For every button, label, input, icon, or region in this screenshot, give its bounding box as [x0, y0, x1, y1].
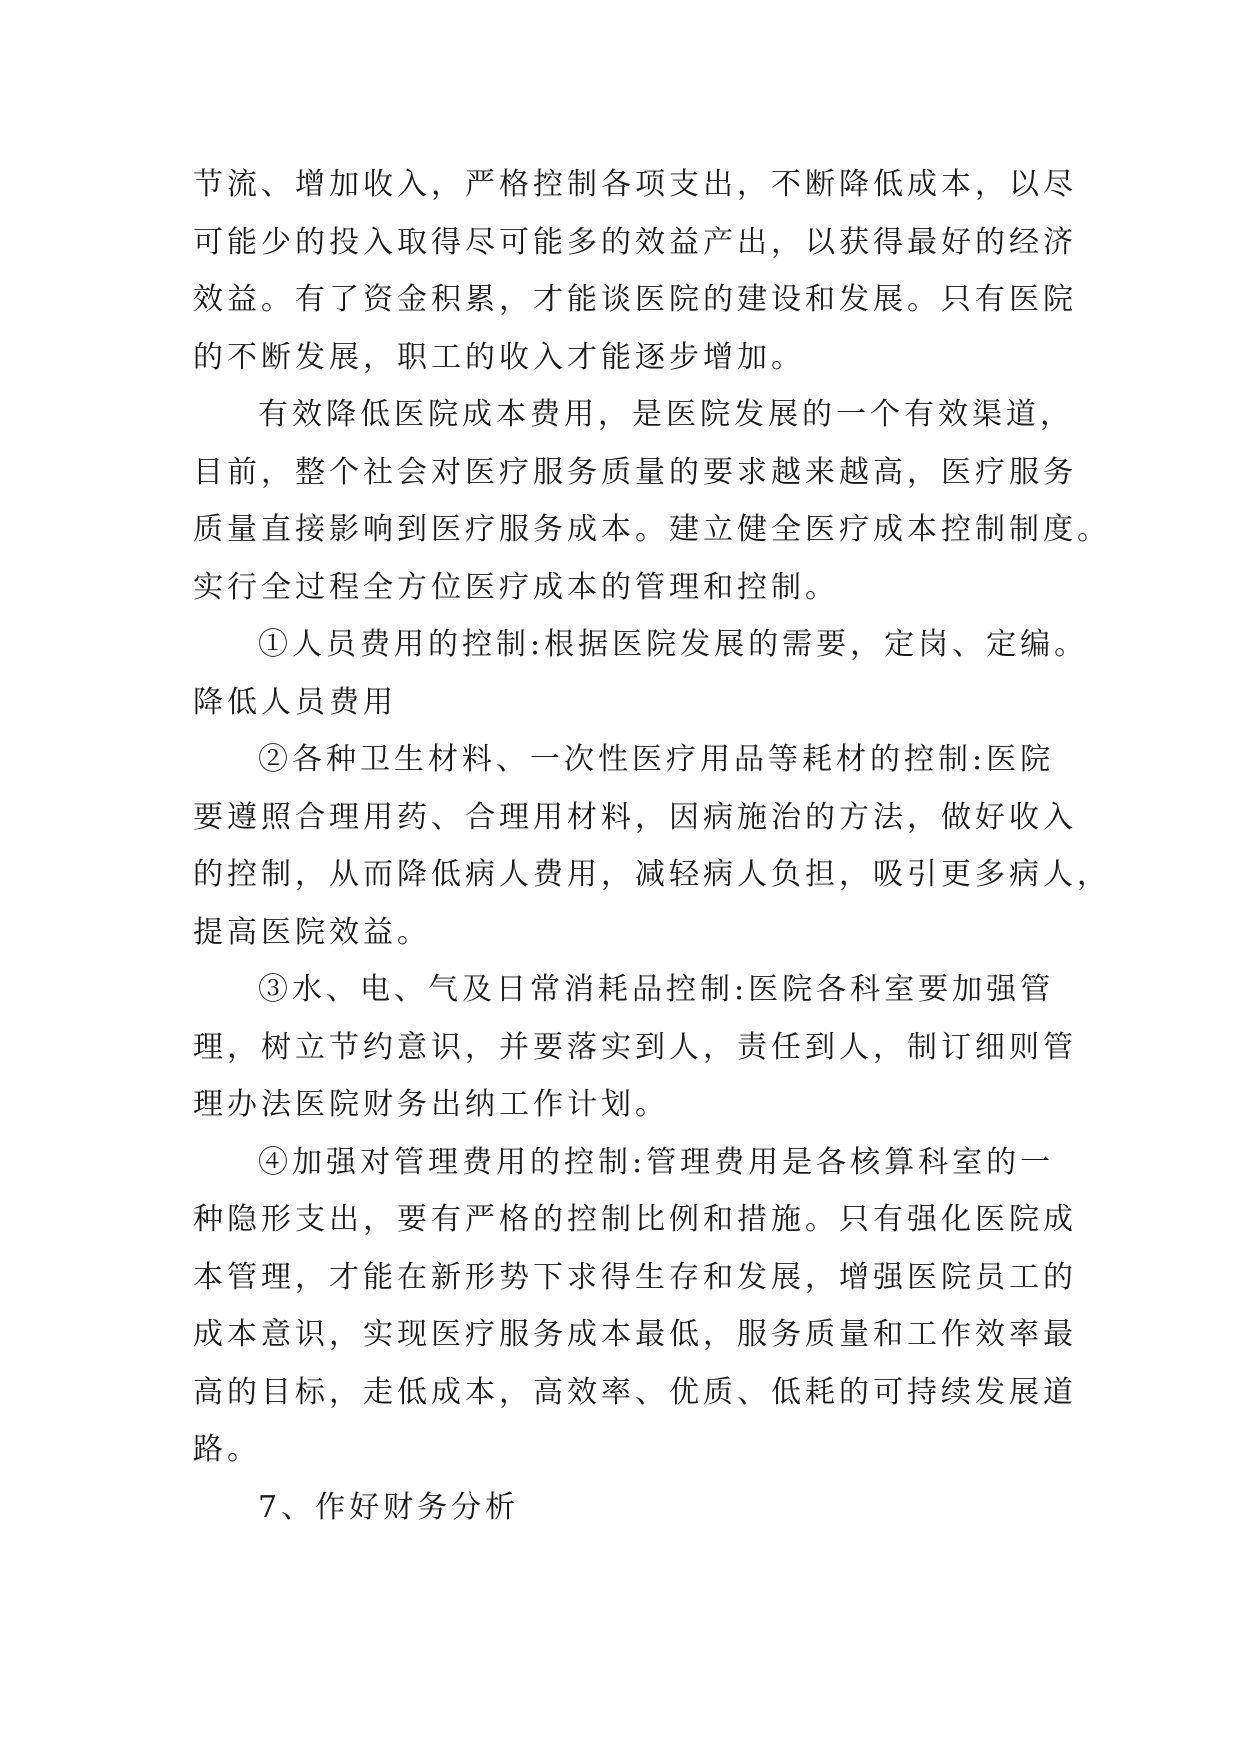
text-line: ②各种卫生材料、一次性医疗用品等耗材的控制:医院: [258, 742, 1055, 777]
text-line: 可能少的投入取得尽可能多的效益产出，以获得最好的经济: [193, 224, 1077, 260]
paragraph-2: [193, 386, 1111, 616]
text-line: 效益。有了资金积累，才能谈医院的建设和发展。只有医院: [193, 282, 1077, 317]
paragraph-5: [193, 961, 1077, 1134]
text-line: 目前，整个社会对医疗服务质量的要求越来越高，医疗服务: [193, 454, 1077, 490]
text-line: 有效降低医院成本费用，是医院发展的一个有效渠道，: [258, 397, 1074, 432]
body-text: [193, 156, 1111, 1536]
text-line: 提高医院效益。: [193, 914, 431, 950]
text-line: 本管理，才能在新形势下求得生存和发展，增强医院员工的: [193, 1259, 1077, 1295]
heading-line: 7、作好财务分析: [258, 1489, 520, 1525]
text-line: 的不断发展，职工的收入才能逐步增加。: [193, 339, 805, 375]
text-line: 的控制，从而降低病人费用，减轻病人负担，吸引更多病人，: [193, 857, 1111, 892]
text-line: 理办法医院财务出纳工作计划。: [193, 1087, 669, 1122]
text-line: 质量直接影响到医疗服务成本。建立健全医疗成本控制制度。: [193, 512, 1111, 547]
text-line: ④加强对管理费用的控制:管理费用是各核算科室的一: [258, 1144, 1055, 1180]
text-line: 高的目标，走低成本，高效率、优质、低耗的可持续发展道: [193, 1374, 1077, 1410]
paragraph-6: [193, 1134, 1077, 1479]
paragraph-3: [193, 616, 1089, 731]
text-line: 路。: [193, 1432, 261, 1467]
section-heading: [193, 1479, 1063, 1537]
text-line: 种隐形支出，要有严格的控制比例和措施。只有强化医院成: [193, 1202, 1077, 1237]
text-line: 成本意识，实现医疗服务成本最低，服务质量和工作效率最: [193, 1317, 1077, 1352]
text-line: 实行全过程全方位医疗成本的管理和控制。: [193, 569, 839, 605]
text-line: 降低人员费用: [193, 684, 397, 720]
text-line: 要遵照合理用药、合理用材料，因病施治的方法，做好收入: [193, 799, 1077, 835]
text-line: 理，树立节约意识，并要落实到人，责任到人，制订细则管: [193, 1029, 1077, 1065]
text-line: ①人员费用的控制:根据医院发展的需要，定岗、定编。: [258, 627, 1089, 662]
text-line: ③水、电、气及日常消耗品控制:医院各科室要加强管: [258, 972, 1055, 1007]
text-line: 节流、增加收入，严格控制各项支出，不断降低成本，以尽: [193, 167, 1077, 202]
paragraph-1: [193, 156, 1077, 386]
paragraph-4: [193, 731, 1111, 961]
